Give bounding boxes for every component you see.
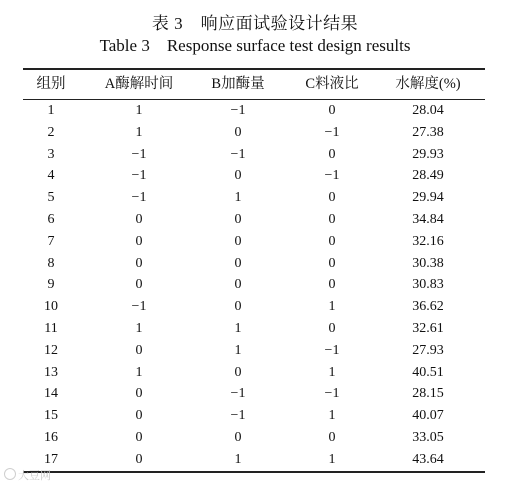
cell-factor-b: 0 (234, 168, 242, 184)
cell-hydrolysis: 43.64 (412, 451, 444, 467)
cell-factor-b: 1 (234, 342, 242, 358)
cell-factor-a: 0 (135, 408, 143, 424)
cell-factor-c: −1 (324, 386, 340, 402)
table-row (23, 405, 485, 427)
table-row (23, 449, 485, 471)
cell-group: 1 (47, 103, 55, 118)
table-row (23, 274, 485, 296)
cell-hydrolysis: 40.07 (412, 408, 444, 424)
cell-hydrolysis: 40.51 (412, 364, 444, 380)
table-row (23, 231, 485, 253)
cell-factor-c: 0 (328, 190, 336, 206)
cell-factor-b: 0 (234, 233, 242, 249)
cell-factor-c: 0 (328, 320, 336, 336)
table-row (23, 340, 485, 362)
cell-group: 3 (47, 146, 55, 162)
cell-group: 10 (44, 299, 58, 315)
cell-factor-a: 1 (135, 320, 143, 336)
cell-factor-a: −1 (131, 299, 147, 315)
cell-factor-a: 0 (135, 451, 143, 467)
cell-factor-a: −1 (131, 146, 147, 162)
cell-factor-c: 0 (328, 429, 336, 445)
cell-group: 16 (44, 429, 58, 445)
cell-hydrolysis: 27.38 (412, 124, 444, 140)
watermark-logo-icon (4, 468, 16, 480)
cell-factor-c: 0 (328, 103, 336, 118)
cell-factor-b: −1 (230, 146, 246, 162)
cell-factor-c: 0 (328, 211, 336, 227)
table-bottom-rule (23, 471, 485, 473)
cell-factor-c: −1 (324, 124, 340, 140)
watermark-text: 大豆网 (18, 469, 51, 482)
cell-hydrolysis: 28.04 (412, 103, 444, 118)
header-hydrolysis: 水解度(%) (395, 76, 461, 92)
table-row (23, 122, 485, 144)
cell-factor-b: 0 (234, 429, 242, 445)
header-factor-a: A酶解时间 (104, 76, 174, 92)
cell-factor-c: 1 (328, 299, 336, 315)
cell-factor-a: 0 (135, 429, 143, 445)
cell-group: 11 (44, 320, 58, 336)
header-factor-b: B加酶量 (211, 76, 265, 92)
cell-factor-c: 0 (328, 255, 336, 271)
table-row (23, 362, 485, 384)
cell-group: 15 (44, 408, 58, 424)
cell-factor-b: 0 (234, 277, 242, 293)
header-factor-c: C料液比 (305, 76, 359, 92)
cell-factor-c: −1 (324, 342, 340, 358)
cell-group: 9 (47, 277, 55, 293)
cell-group: 4 (47, 168, 55, 184)
table-row (23, 383, 485, 405)
cell-factor-c: 0 (328, 233, 336, 249)
cell-hydrolysis: 30.38 (412, 255, 444, 271)
cell-factor-a: −1 (131, 168, 147, 184)
cell-hydrolysis: 32.16 (412, 233, 444, 249)
table-body (23, 100, 485, 471)
table-header-row (23, 70, 485, 99)
cell-factor-b: 0 (234, 255, 242, 271)
table-row (23, 253, 485, 275)
cell-group: 13 (44, 364, 58, 380)
cell-factor-a: 0 (135, 277, 143, 293)
table-row (23, 427, 485, 449)
cell-hydrolysis: 30.83 (412, 277, 444, 293)
cell-factor-b: 0 (234, 299, 242, 315)
watermark (4, 467, 51, 483)
cell-hydrolysis: 36.62 (412, 299, 444, 315)
cell-factor-a: 0 (135, 233, 143, 249)
cell-group: 8 (47, 255, 55, 271)
cell-hydrolysis: 33.05 (412, 429, 444, 445)
cell-factor-a: 0 (135, 342, 143, 358)
table-row (23, 209, 485, 231)
cell-factor-b: 0 (234, 364, 242, 380)
table-row (23, 144, 485, 166)
cell-hydrolysis: 28.15 (412, 386, 444, 402)
header-group: 组别 (36, 76, 66, 92)
cell-factor-a: 0 (135, 255, 143, 271)
cell-factor-c: −1 (324, 168, 340, 184)
table-title-english: Table 3 Response surface test design results (99, 36, 411, 55)
cell-hydrolysis: 27.93 (412, 342, 444, 358)
table-row (23, 187, 485, 209)
cell-hydrolysis: 29.93 (412, 146, 444, 162)
cell-factor-a: 1 (135, 364, 143, 380)
table-title-chinese: 表 3 响应面试验设计结果 (151, 14, 359, 33)
cell-hydrolysis: 28.49 (412, 168, 444, 184)
cell-group: 5 (47, 190, 55, 206)
cell-factor-c: 0 (328, 277, 336, 293)
cell-group: 6 (47, 211, 55, 227)
cell-hydrolysis: 29.94 (412, 190, 444, 206)
cell-group: 12 (44, 342, 58, 358)
cell-factor-b: 1 (234, 190, 242, 206)
cell-factor-b: 1 (234, 451, 242, 467)
cell-factor-a: −1 (131, 190, 147, 206)
cell-factor-b: −1 (230, 386, 246, 402)
table-row (23, 318, 485, 340)
table-row (23, 165, 485, 187)
cell-group: 14 (44, 386, 58, 402)
cell-hydrolysis: 34.84 (412, 211, 444, 227)
table-row (23, 296, 485, 318)
cell-factor-b: 1 (234, 320, 242, 336)
cell-factor-b: −1 (230, 103, 246, 118)
cell-hydrolysis: 32.61 (412, 320, 444, 336)
cell-factor-a: 0 (135, 211, 143, 227)
cell-factor-c: 0 (328, 146, 336, 162)
cell-group: 2 (47, 124, 55, 140)
cell-group: 17 (44, 451, 58, 467)
cell-factor-b: −1 (230, 408, 246, 424)
cell-factor-b: 0 (234, 211, 242, 227)
cell-factor-a: 1 (135, 103, 143, 118)
cell-factor-a: 1 (135, 124, 143, 140)
cell-factor-a: 0 (135, 386, 143, 402)
cell-factor-b: 0 (234, 124, 242, 140)
cell-group: 7 (47, 233, 55, 249)
cell-factor-c: 1 (328, 408, 336, 424)
cell-factor-c: 1 (328, 451, 336, 467)
cell-factor-c: 1 (328, 364, 336, 380)
table-row (23, 100, 485, 122)
